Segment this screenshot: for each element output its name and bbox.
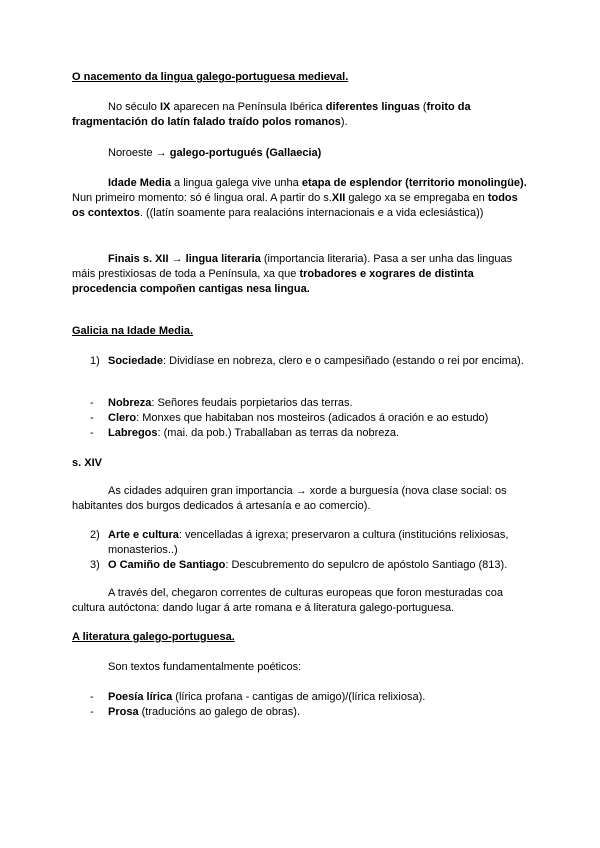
paragraph-literary-language: Finais s. XII → lingua literaria (importancia literaria). Pasa a ser unha das linguas máis prestixiosas de toda a Península, xa que trobadores e xograres de distinta procedencia compoñen cantigas nesa lingua. (72, 253, 513, 295)
paragraph-cities: As cidades adquiren gran importancia → xorde a burguesía (nova clase social: os habitantes dos burgos dedicados á artesanía e ao comercio). (72, 485, 507, 512)
paragraph-middle-ages: Idade Media a lingua galega vive unha etapa de esplendor (territorio monolingüe). Nun primeiro momento: só é lingua oral. A partir do s.XII galego xa se empregaba en todos os contextos. ((latín soamente para realacións internacionais e a vida eclesiástica)) (72, 177, 527, 219)
paragraph-poetic-texts: Son textos fundamentalmente poéticos: (108, 661, 302, 673)
heading-xiv-century: s. XIV (72, 457, 102, 469)
section-title-origin: O nacemento da lingua galego-portuguesa medieval. (72, 71, 349, 83)
paragraph-european-currents: A través del, chegaron correntes de culturas europeas que foron mesturadas coa cultura autóctona: dando lugar á arte romana e á literatura galego-portuguesa. (72, 587, 504, 614)
section-title-galicia: Galicia na Idade Media. (72, 325, 194, 337)
section-title-literature: A literatura galego-portuguesa. (72, 631, 235, 643)
paragraph-ix-century: No século IX aparecen na Península Ibérica diferentes linguas (froito da fragmentación do latín falado traído polos romanos). (72, 101, 471, 128)
paragraph-northwest: Noroeste → galego-portugués (Gallaecia) (108, 147, 322, 159)
